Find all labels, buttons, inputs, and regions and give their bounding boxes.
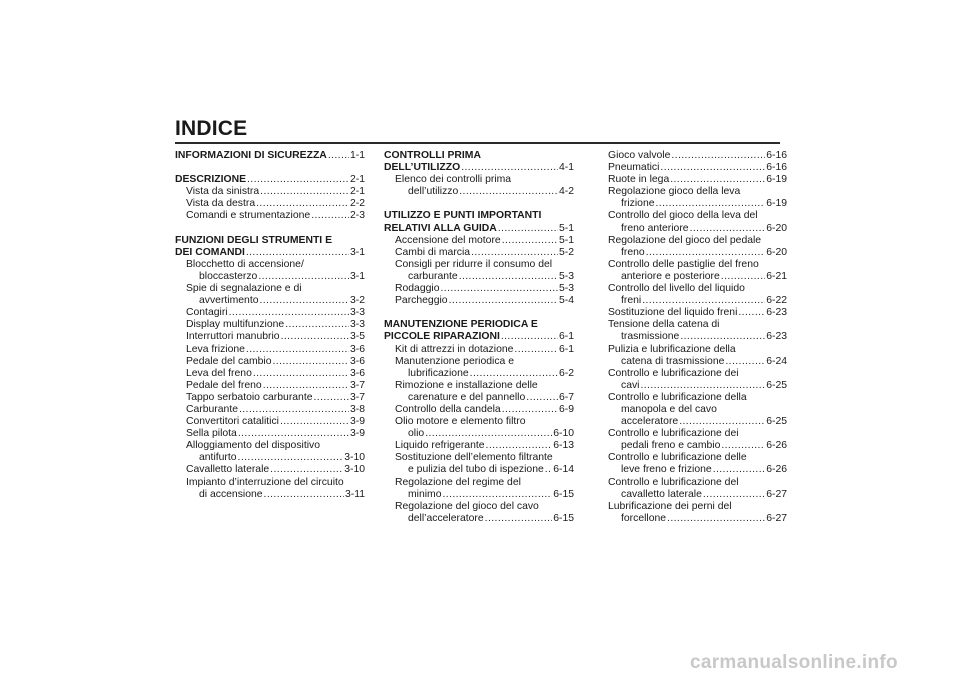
dot-leader bbox=[514, 344, 558, 356]
dot-leader bbox=[246, 344, 349, 356]
title-rule bbox=[175, 142, 780, 144]
toc-page-number: 5-3 bbox=[558, 270, 574, 282]
toc-entry-text: Cavalletto laterale bbox=[186, 464, 270, 476]
toc-page-number: 3-10 bbox=[344, 452, 365, 464]
toc-page-number: 3-9 bbox=[349, 428, 365, 440]
dot-leader bbox=[725, 356, 765, 368]
toc-page-number: 6-16 bbox=[766, 162, 787, 174]
dot-leader bbox=[470, 368, 558, 380]
dot-leader bbox=[441, 283, 558, 295]
toc-entry-text: Consigli per ridurre il consumo del bbox=[395, 258, 553, 270]
dot-leader bbox=[461, 162, 558, 174]
toc-entry-text: trasmissione bbox=[621, 331, 680, 343]
toc-entry-text: manopola e del cavo bbox=[621, 403, 717, 415]
dot-leader bbox=[670, 174, 765, 186]
toc-entry[interactable] bbox=[395, 295, 574, 307]
dot-leader bbox=[246, 247, 349, 259]
toc-entry-text: UTILIZZO E PUNTI IMPORTANTI bbox=[384, 210, 542, 222]
toc-section-heading[interactable] bbox=[175, 174, 365, 186]
toc-entry[interactable] bbox=[186, 428, 365, 440]
toc-entry-text: Regolazione del gioco del cavo bbox=[395, 500, 539, 512]
dot-leader bbox=[690, 223, 766, 235]
toc-page-number: 6-26 bbox=[766, 440, 787, 452]
dot-leader bbox=[501, 331, 558, 343]
toc-page-number: 6-1 bbox=[558, 331, 574, 343]
toc-entry[interactable] bbox=[186, 440, 365, 464]
toc-entry-text: acceleratore bbox=[621, 416, 679, 428]
dot-leader bbox=[328, 150, 349, 162]
dot-leader bbox=[285, 319, 349, 331]
toc-entry[interactable] bbox=[186, 283, 365, 307]
toc-page-number: 3-3 bbox=[349, 319, 365, 331]
toc-entry-text: dell’acceleratore bbox=[408, 512, 484, 524]
toc-entry-text: Convertitori catalitici bbox=[186, 416, 279, 428]
dot-leader bbox=[443, 489, 553, 501]
toc-entry-text: freni bbox=[621, 295, 642, 307]
toc-entry-text: dell’utilizzo bbox=[408, 186, 459, 198]
toc-entry-text: Leva del freno bbox=[186, 367, 252, 379]
toc-entry[interactable] bbox=[608, 392, 787, 428]
toc-entry-text: Lubrificazione dei perni del bbox=[608, 500, 732, 512]
toc-page-number: 2-3 bbox=[349, 210, 365, 222]
toc-page-number: 6-24 bbox=[766, 355, 787, 367]
page-title: INDICE bbox=[175, 117, 248, 140]
toc-entry[interactable] bbox=[608, 477, 787, 501]
toc-entry-text: Pulizia e lubrificazione della bbox=[608, 343, 736, 355]
toc-entry-text: Gioco valvole bbox=[608, 150, 671, 161]
dot-leader bbox=[721, 271, 765, 283]
toc-entry-text: Sella pilota bbox=[186, 428, 237, 440]
dot-leader bbox=[260, 186, 349, 198]
toc-page-number: 6-27 bbox=[766, 488, 787, 500]
toc-entry[interactable] bbox=[608, 235, 787, 259]
toc-entry-text: Contagiri bbox=[186, 307, 228, 319]
toc-entry-text: Sostituzione dell’elemento filtrante bbox=[395, 452, 553, 464]
toc-entry[interactable] bbox=[395, 259, 574, 283]
toc-entry-text: Parcheggio bbox=[395, 295, 448, 307]
toc-page-number: 6-2 bbox=[558, 367, 574, 379]
toc-page-number: 3-10 bbox=[344, 464, 365, 476]
toc-entry[interactable] bbox=[608, 307, 787, 319]
toc-entry[interactable] bbox=[186, 210, 365, 222]
toc-page-number: 6-15 bbox=[553, 512, 574, 524]
toc-page-number: 3-3 bbox=[349, 307, 365, 319]
toc-entry[interactable] bbox=[186, 356, 365, 368]
toc-entry-text: Cambi di marcia bbox=[395, 246, 471, 258]
toc-entry[interactable] bbox=[395, 174, 574, 198]
toc-page-number: 6-7 bbox=[558, 391, 574, 403]
toc-entry[interactable] bbox=[395, 247, 574, 259]
toc-entry-text: Pneumatici bbox=[608, 162, 660, 174]
toc-entry-text: cavi bbox=[621, 379, 640, 391]
toc-entry-text: Comandi e strumentazione bbox=[186, 210, 311, 222]
toc-entry-text: leve freno e frizione bbox=[621, 464, 712, 476]
toc-entry[interactable] bbox=[395, 477, 574, 501]
dot-leader bbox=[646, 247, 766, 259]
toc-page-number: 6-14 bbox=[553, 464, 574, 476]
dot-leader bbox=[680, 331, 765, 343]
toc-section-heading[interactable] bbox=[384, 150, 574, 174]
toc-entry-text: Ruote in lega bbox=[608, 174, 670, 186]
toc-entry-text: Tappo serbatoio carburante bbox=[186, 391, 313, 403]
toc-entry-text: Controllo del livello del liquido bbox=[608, 283, 745, 295]
dot-leader bbox=[258, 271, 349, 283]
toc-page-number: 6-19 bbox=[766, 198, 787, 210]
dot-leader bbox=[656, 198, 766, 210]
dot-leader bbox=[253, 368, 349, 380]
toc-page-number: 4-2 bbox=[558, 186, 574, 198]
dot-leader bbox=[713, 464, 766, 476]
toc-section-heading[interactable] bbox=[175, 150, 365, 162]
toc-entry[interactable] bbox=[186, 416, 365, 428]
dot-leader bbox=[273, 356, 349, 368]
dot-leader bbox=[526, 392, 558, 404]
toc-entry-text: Interruttori manubrio bbox=[186, 331, 280, 343]
toc-page-number: 6-23 bbox=[766, 307, 787, 319]
toc-entry-text: olio bbox=[408, 428, 425, 440]
toc-entry[interactable] bbox=[395, 404, 574, 416]
toc-section-heading[interactable] bbox=[384, 210, 574, 234]
toc-entry-text: avvertimento bbox=[199, 295, 259, 307]
dot-leader bbox=[270, 464, 343, 476]
toc-entry[interactable] bbox=[186, 344, 365, 356]
toc-entry-text: Controllo e lubrificazione delle bbox=[608, 452, 747, 464]
toc-page-number: 6-22 bbox=[766, 295, 787, 307]
toc-entry-text: DESCRIZIONE bbox=[175, 174, 247, 186]
toc-entry-text: Accensione del motore bbox=[395, 234, 501, 246]
toc-entry-text: forcellone bbox=[621, 512, 667, 524]
toc-entry-text: carburante bbox=[408, 270, 458, 282]
toc-entry-text: Controllo e lubrificazione dei bbox=[608, 367, 739, 379]
toc-entry[interactable] bbox=[395, 283, 574, 295]
toc-page-number: 6-19 bbox=[766, 174, 787, 186]
toc-entry[interactable] bbox=[608, 428, 787, 452]
toc-entry-text: Vista da sinistra bbox=[186, 186, 260, 198]
toc-entry-text: Liquido refrigerante bbox=[395, 440, 485, 452]
toc-entry-text: RELATIVI ALLA GUIDA bbox=[384, 222, 497, 234]
toc-entry[interactable] bbox=[395, 452, 574, 476]
toc-page-number: 6-9 bbox=[558, 403, 574, 415]
toc-entry[interactable] bbox=[608, 259, 787, 283]
toc-entry[interactable] bbox=[395, 235, 574, 247]
dot-leader bbox=[280, 416, 349, 428]
toc-entry-text: INFORMAZIONI DI SICUREZZA bbox=[175, 150, 327, 161]
toc-page-number: 3-1 bbox=[349, 270, 365, 282]
dot-leader bbox=[703, 489, 765, 501]
dot-leader bbox=[502, 235, 558, 247]
toc-page-number: 6-21 bbox=[766, 270, 787, 282]
toc-entry-text: minimo bbox=[408, 488, 442, 500]
dot-leader bbox=[667, 513, 765, 525]
toc-entry-text: Controllo del gioco della leva del bbox=[608, 210, 758, 222]
toc-entry-text: FUNZIONI DEGLI STRUMENTI E bbox=[175, 234, 333, 246]
toc-entry[interactable] bbox=[608, 452, 787, 476]
toc-entry-text: antifurto bbox=[199, 452, 237, 464]
toc-page-number: 6-15 bbox=[553, 488, 574, 500]
toc-entry[interactable] bbox=[395, 501, 574, 525]
dot-leader bbox=[471, 247, 558, 259]
dot-leader bbox=[502, 404, 558, 416]
toc-page-number: 3-7 bbox=[349, 379, 365, 391]
dot-leader bbox=[486, 440, 553, 452]
toc-page-number: 5-2 bbox=[558, 246, 574, 258]
toc-entry-text: Impianto d’interruzione del circuito bbox=[186, 476, 344, 488]
toc-page-number: 6-20 bbox=[766, 222, 787, 234]
toc-entry[interactable] bbox=[608, 186, 787, 210]
dot-leader bbox=[281, 331, 349, 343]
toc-page-number: 3-5 bbox=[349, 331, 365, 343]
toc-entry[interactable] bbox=[608, 210, 787, 234]
toc-entry[interactable] bbox=[608, 368, 787, 392]
toc-entry-text: freno anteriore bbox=[621, 222, 689, 234]
toc-page-number: 1-1 bbox=[349, 150, 365, 161]
toc-entry-text: e pulizia del tubo di ispezione bbox=[408, 464, 544, 476]
toc-entry[interactable] bbox=[608, 162, 787, 174]
toc-entry-text: Elenco dei controlli prima bbox=[395, 174, 512, 186]
toc-page-number: 6-20 bbox=[766, 246, 787, 258]
toc-entry-text: Controllo della candela bbox=[395, 403, 501, 415]
toc-entry-text: Olio motore e elemento filtro bbox=[395, 416, 526, 428]
toc-entry[interactable] bbox=[608, 150, 787, 162]
toc-page-number: 3-6 bbox=[349, 343, 365, 355]
toc-entry-text: Alloggiamento del dispositivo bbox=[186, 440, 321, 452]
watermark-text: carmanualsonline.info bbox=[690, 652, 898, 673]
toc-entry[interactable] bbox=[608, 283, 787, 307]
toc-column-3 bbox=[597, 150, 787, 525]
toc-entry-text: di accensione bbox=[199, 488, 263, 500]
toc-entry-text: Rodaggio bbox=[395, 283, 440, 295]
toc-entry-text: Regolazione del gioco del pedale bbox=[608, 234, 762, 246]
toc-entry[interactable] bbox=[608, 344, 787, 368]
toc-entry-text: Sostituzione del liquido freni bbox=[608, 307, 738, 319]
dot-leader bbox=[264, 489, 344, 501]
toc-entry-text: Carburante bbox=[186, 403, 238, 415]
dot-leader bbox=[259, 295, 348, 307]
toc-entry[interactable] bbox=[395, 356, 574, 380]
toc-entry[interactable] bbox=[395, 344, 574, 356]
toc-entry-text: PICCOLE RIPARAZIONI bbox=[384, 331, 500, 343]
toc-entry-text: Pedale del cambio bbox=[186, 355, 272, 367]
dot-leader bbox=[229, 307, 349, 319]
dot-leader bbox=[671, 150, 765, 162]
toc-entry-text: freno bbox=[621, 246, 645, 258]
toc-entry-text: anteriore e posteriore bbox=[621, 270, 720, 282]
toc-page-number: 5-4 bbox=[558, 295, 574, 307]
toc-entry[interactable] bbox=[608, 501, 787, 525]
dot-leader bbox=[247, 174, 349, 186]
toc-entry[interactable] bbox=[186, 198, 365, 210]
toc-entry[interactable] bbox=[395, 380, 574, 404]
toc-page-number: 6-26 bbox=[766, 464, 787, 476]
toc-column-2 bbox=[384, 150, 574, 525]
toc-page-number: 4-1 bbox=[558, 162, 574, 174]
toc-page-number: 6-13 bbox=[553, 440, 574, 452]
toc-entry-text: lubrificazione bbox=[408, 367, 469, 379]
dot-leader bbox=[238, 428, 349, 440]
toc-page-number: 3-7 bbox=[349, 391, 365, 403]
toc-entry[interactable] bbox=[186, 186, 365, 198]
toc-section-heading[interactable] bbox=[175, 235, 365, 259]
toc-entry-text: Tensione della catena di bbox=[608, 319, 720, 331]
dot-leader bbox=[425, 428, 552, 440]
dot-leader bbox=[459, 186, 558, 198]
toc-entry-text: Spie di segnalazione e di bbox=[186, 283, 302, 295]
toc-page-number: 3-2 bbox=[349, 295, 365, 307]
toc-page-number: 5-1 bbox=[558, 222, 574, 234]
toc-page-number: 6-27 bbox=[766, 512, 787, 524]
dot-leader bbox=[239, 404, 349, 416]
toc-entry-text: carenature e del pannello bbox=[408, 391, 526, 403]
toc-entry[interactable] bbox=[186, 319, 365, 331]
toc-entry-text: catena di trasmissione bbox=[621, 355, 725, 367]
dot-leader bbox=[459, 271, 558, 283]
toc-entry-text: frizione bbox=[621, 198, 655, 210]
toc-page-number: 2-1 bbox=[349, 186, 365, 198]
toc-entry-text: DEI COMANDI bbox=[175, 246, 245, 258]
toc-entry-text: Blocchetto di accensione/ bbox=[186, 258, 304, 270]
dot-leader bbox=[642, 295, 765, 307]
dot-leader bbox=[738, 307, 765, 319]
dot-leader bbox=[498, 223, 558, 235]
toc-entry[interactable] bbox=[186, 331, 365, 343]
dot-leader bbox=[485, 513, 553, 525]
dot-leader bbox=[238, 452, 344, 464]
toc-entry[interactable] bbox=[608, 319, 787, 343]
toc-page-number: 5-3 bbox=[558, 283, 574, 295]
toc-entry[interactable] bbox=[186, 368, 365, 380]
toc-entry[interactable] bbox=[395, 440, 574, 452]
toc-entry[interactable] bbox=[186, 259, 365, 283]
dot-leader bbox=[545, 464, 552, 476]
toc-entry[interactable] bbox=[395, 416, 574, 440]
toc-entry-text: Leva frizione bbox=[186, 343, 245, 355]
dot-leader bbox=[449, 295, 558, 307]
toc-entry[interactable] bbox=[186, 477, 365, 501]
toc-entry-text: pedali freno e cambio bbox=[621, 440, 721, 452]
toc-entry-text: DELL’UTILIZZO bbox=[384, 162, 461, 174]
toc-section-heading[interactable] bbox=[384, 319, 574, 343]
dot-leader bbox=[311, 210, 349, 222]
toc-entry[interactable] bbox=[186, 392, 365, 404]
toc-entry-text: cavalletto laterale bbox=[621, 488, 702, 500]
dot-leader bbox=[256, 198, 349, 210]
toc-entry-text: Controllo e lubrificazione della bbox=[608, 391, 747, 403]
toc-entry-text: Controllo e lubrificazione del bbox=[608, 476, 739, 488]
toc-page-number: 6-25 bbox=[766, 379, 787, 391]
toc-page-number: 6-25 bbox=[766, 416, 787, 428]
toc-entry-text: Controllo e lubrificazione dei bbox=[608, 428, 739, 440]
toc-entry[interactable] bbox=[186, 404, 365, 416]
toc-column-1 bbox=[175, 150, 365, 501]
toc-page-number: 6-1 bbox=[558, 343, 574, 355]
dot-leader bbox=[314, 392, 349, 404]
toc-entry-text: Controllo delle pastiglie del freno bbox=[608, 258, 759, 270]
toc-entry[interactable] bbox=[186, 464, 365, 476]
toc-entry-text: Manutenzione periodica e bbox=[395, 355, 514, 367]
toc-page-number: 6-23 bbox=[766, 331, 787, 343]
toc-page-number: 3-1 bbox=[349, 246, 365, 258]
toc-page-number: 3-11 bbox=[344, 488, 365, 500]
toc-entry[interactable] bbox=[186, 380, 365, 392]
toc-page-number: 6-10 bbox=[553, 428, 574, 440]
toc-entry-text: Regolazione gioco della leva bbox=[608, 186, 741, 198]
toc-page-number: 2-1 bbox=[349, 174, 365, 186]
dot-leader bbox=[640, 380, 765, 392]
toc-entry-text: Vista da destra bbox=[186, 198, 256, 210]
toc-entry[interactable] bbox=[186, 307, 365, 319]
toc-page-number: 5-1 bbox=[558, 234, 574, 246]
toc-page-number: 6-16 bbox=[766, 150, 787, 161]
toc-entry-text: Rimozione e installazione delle bbox=[395, 379, 538, 391]
toc-entry-text: MANUTENZIONE PERIODICA E bbox=[384, 319, 538, 331]
toc-page-number: 3-6 bbox=[349, 367, 365, 379]
toc-entry-text: CONTROLLI PRIMA bbox=[384, 150, 481, 161]
dot-leader bbox=[660, 162, 765, 174]
toc-entry-text: Pedale del freno bbox=[186, 379, 262, 391]
toc-entry-text: Regolazione del regime del bbox=[395, 476, 521, 488]
toc-page-number: 3-9 bbox=[349, 416, 365, 428]
toc-entry[interactable] bbox=[608, 174, 787, 186]
dot-leader bbox=[263, 380, 349, 392]
toc-entry-text: Kit di attrezzi in dotazione bbox=[395, 343, 514, 355]
toc-entry-text: bloccasterzo bbox=[199, 270, 258, 282]
dot-leader bbox=[721, 440, 765, 452]
toc-page-number: 2-2 bbox=[349, 198, 365, 210]
dot-leader bbox=[679, 416, 765, 428]
toc-page-number: 3-8 bbox=[349, 403, 365, 415]
toc-page-number: 3-6 bbox=[349, 355, 365, 367]
toc-entry-text: Display multifunzione bbox=[186, 319, 285, 331]
